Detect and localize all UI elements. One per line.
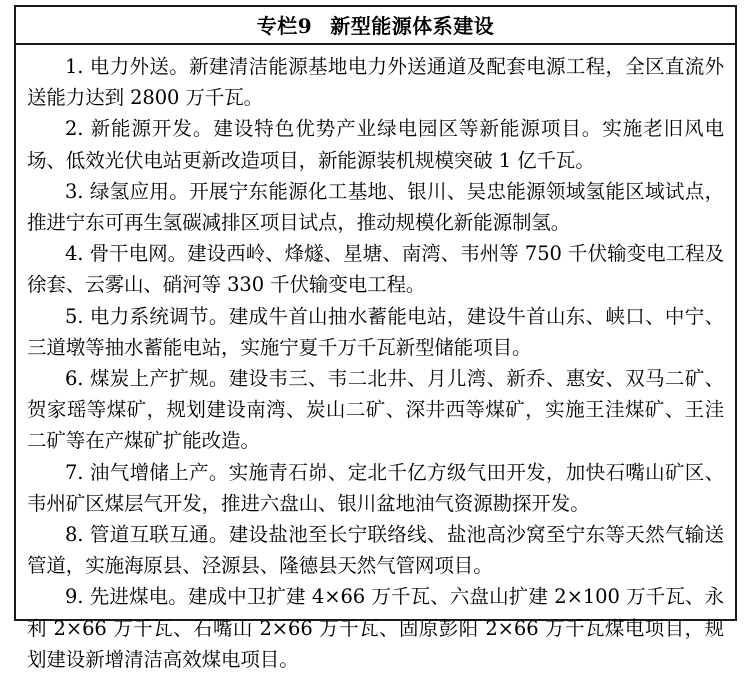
callout-item: 9. 先进煤电。建成中卫扩建 4×66 万千瓦、六盘山扩建 2×100 万千瓦、永利 2×66 万千瓦、石嘴山 2×66 万千瓦、固原彭阳 2×66 万千瓦煤电项目，规划建设新增清洁高效煤电项目。	[27, 585, 724, 671]
callout-item: 2. 新能源开发。建设特色优势产业绿电园区等新能源项目。实施老旧风电场、低效光伏电站更新改造项目，新能源装机规模突破 1 亿千瓦。	[27, 117, 724, 172]
callout-body	[16, 45, 735, 679]
callout-item: 5. 电力系统调节。建成牛首山抽水蓄能电站，建设牛首山东、峡口、中宁、三道墩等抽水蓄能电站，实施宁夏千万千瓦新型储能项目。	[27, 304, 724, 359]
callout-item: 1. 电力外送。新建清洁能源基地电力外送通道及配套电源工程，全区直流外送能力达到 2800 万千瓦。	[27, 55, 724, 110]
callout-item: 6. 煤炭上产扩规。建设韦三、韦二北井、月儿湾、新乔、惠安、双马二矿、贺家瑶等煤矿，规划建设南湾、炭山二矿、深井西等煤矿，实施王洼煤矿、王洼二矿等在产煤矿扩能改造。	[27, 367, 724, 453]
callout-item: 3. 绿氢应用。开展宁东能源化工基地、银川、吴忠能源领域氢能区域试点，推进宁东可再生氢碳减排区项目试点，推动规模化新能源制氢。	[27, 179, 724, 235]
callout-item: 7. 油气增储上产。实施青石峁、定北千亿方级气田开发，加快石嘴山矿区、韦州矿区煤层气开发，推进六盘山、银川盆地油气资源勘探开发。	[27, 460, 724, 515]
callout-title-label: 专栏	[256, 14, 298, 38]
callout-title-number: 9	[297, 14, 313, 38]
callout-box	[14, 5, 737, 671]
callout-title	[16, 7, 735, 45]
callout-item: 8. 管道互联互通。建设盐池至长宁联络线、盐池高沙窝至宁东等天然气输送管道，实施海原县、泾源县、隆德县天然气管网项目。	[27, 523, 724, 578]
callout-item: 4. 骨干电网。建设西岭、烽燧、星塘、南湾、韦州等 750 千伏输变电工程及徐套、云雾山、硝河等 330 千伏输变电工程。	[27, 242, 724, 297]
callout-title-name: 新型能源体系建设	[330, 14, 495, 38]
